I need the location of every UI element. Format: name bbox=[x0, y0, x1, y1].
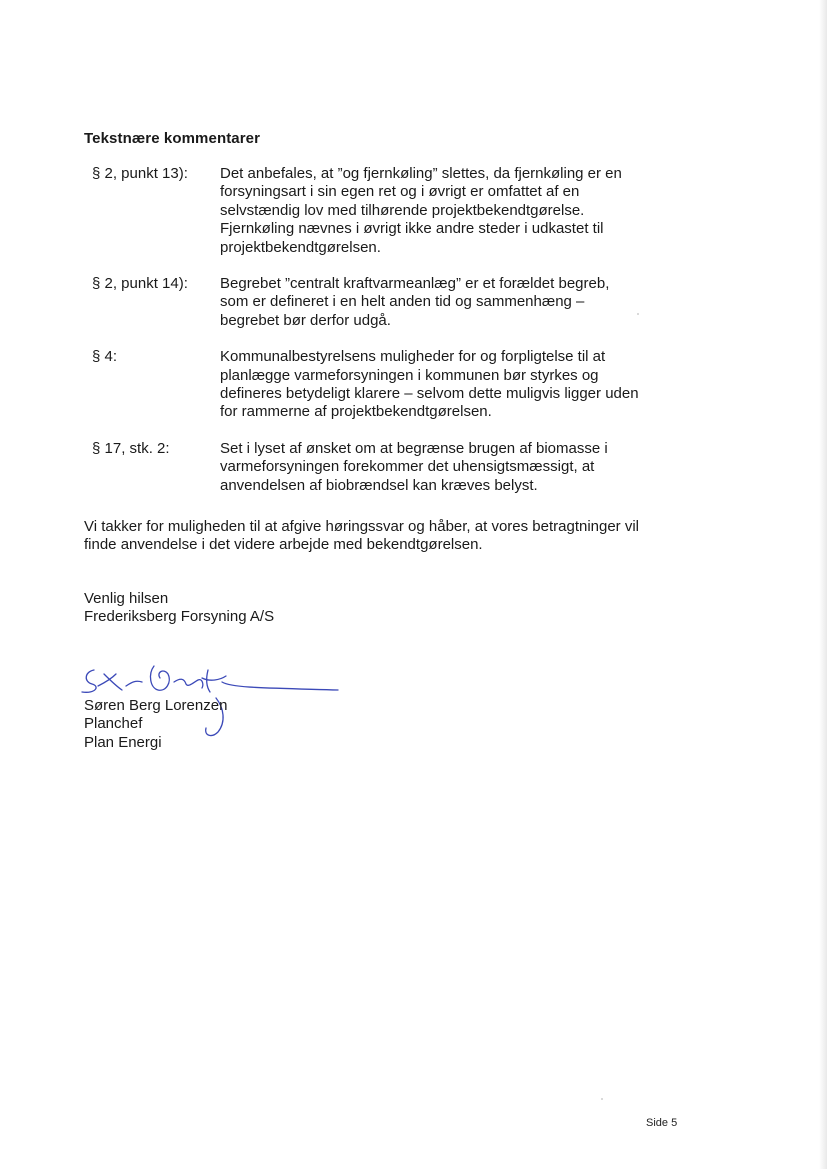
comment-reference: § 17, stk. 2: bbox=[92, 439, 170, 457]
signer-name: Søren Berg Lorenzen bbox=[84, 697, 228, 714]
page-number: Side 5 bbox=[646, 1117, 678, 1129]
comment-text: Set i lyset af ønsket om at begrænse brugen af biomasse i varmeforsyningen forekommer det uhensigtsmæssigt, at anvendelsen af biobrændsel kan kræves belyst. bbox=[220, 439, 608, 494]
page-edge-shadow bbox=[819, 0, 827, 1169]
comment-item bbox=[84, 440, 644, 495]
comment-reference: § 2, punkt 13): bbox=[92, 165, 188, 182]
greeting-block bbox=[84, 590, 274, 627]
organization-name: Frederiksberg Forsyning A/S bbox=[84, 608, 275, 626]
signer-title: Planchef bbox=[84, 715, 143, 733]
scan-speck bbox=[601, 1098, 603, 1100]
signer-department: Plan Energi bbox=[84, 733, 162, 751]
signer-block bbox=[84, 697, 227, 752]
comment-text: Kommunalbestyrelsens muligheder for og forpligtelse til at planlægge varmeforsyningen i kommunen bør styrkes og defineres betydeligt klarere – selvom dette muligvis ligger uden for rammerne af projektbekendtgørelsen. bbox=[220, 348, 639, 421]
comment-text: Det anbefales, at ”og fjernkøling” slettes, da fjernkøling er en forsyningsart i sin egen ret og i øvrigt er omfattet af en selvstændig lov med tilhørende projektbekendtgørelse. Fjernkøling nævnes i øvrigt ikke andre steder i udkastet til projektbekendtgørelsen. bbox=[220, 165, 622, 256]
section-heading: Tekstnære kommentarer bbox=[84, 130, 261, 147]
comments-list bbox=[84, 165, 644, 513]
salutation: Venlig hilsen bbox=[84, 590, 169, 607]
closing-paragraph: Vi takker for muligheden til at afgive høringssvar og håber, at vores betragtninger vil finde anvendelse i det videre arbejde med bekendtgørelsen. bbox=[84, 518, 640, 554]
scan-speck bbox=[637, 313, 639, 315]
comment-reference: § 4: bbox=[92, 348, 118, 366]
comment-item bbox=[84, 348, 644, 422]
comment-reference: § 2, punkt 14): bbox=[92, 275, 188, 293]
comment-item bbox=[84, 165, 644, 257]
comment-item bbox=[84, 275, 644, 330]
comment-text: Begrebet ”centralt kraftvarmeanlæg” er et forældet begreb, som er defineret i en helt anden tid og sammenhæng – begrebet bør derfor udgå. bbox=[220, 275, 610, 329]
